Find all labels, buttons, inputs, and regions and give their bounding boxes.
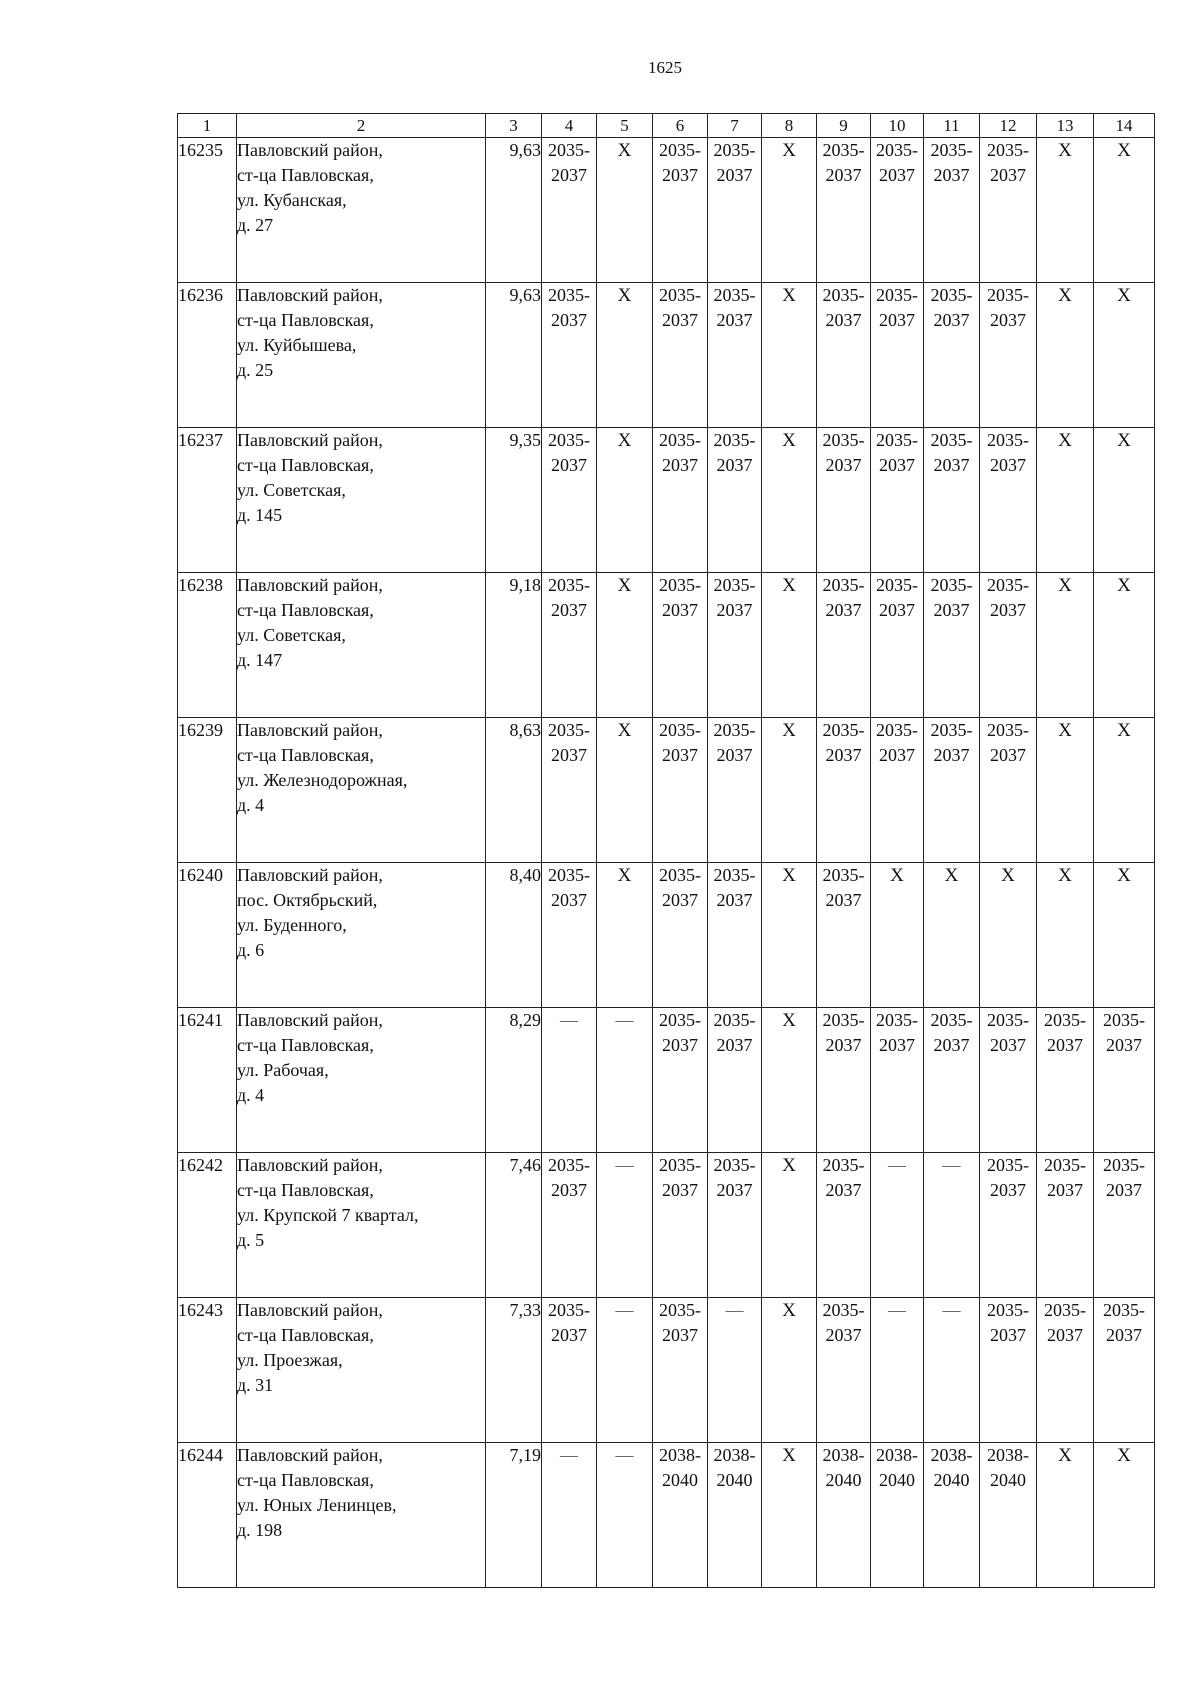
period-cell-col5: — xyxy=(597,1153,653,1298)
column-header-8: 8 xyxy=(762,114,817,138)
period-cell-col5: X xyxy=(597,138,653,283)
address-line: ст-ца Павловская, xyxy=(237,1470,374,1490)
period-cell-col6: 2035- 2037 xyxy=(653,1153,708,1298)
period-cell-col9: 2035- 2037 xyxy=(817,1298,871,1443)
address-line: д. 4 xyxy=(237,1085,265,1105)
period-cell-col9: 2035- 2037 xyxy=(817,1008,871,1153)
period-cell-col13: 2035- 2037 xyxy=(1037,1298,1094,1443)
period-cell-col14: X xyxy=(1094,863,1155,1008)
period-cell-col11: 2035- 2037 xyxy=(924,718,980,863)
period-cell-col10: 2035- 2037 xyxy=(871,138,924,283)
value-cell: 7,46 xyxy=(486,1153,542,1298)
period-cell-col5: X xyxy=(597,428,653,573)
period-cell-col7: 2035- 2037 xyxy=(708,1153,762,1298)
period-cell-col13: 2035- 2037 xyxy=(1037,1008,1094,1153)
column-header-2: 2 xyxy=(237,114,486,138)
period-cell-col10: 2035- 2037 xyxy=(871,573,924,718)
address-line: ул. Крупской 7 квартал, xyxy=(237,1205,419,1225)
table-row xyxy=(178,428,1155,573)
period-cell-col9: 2035- 2037 xyxy=(817,283,871,428)
row-id: 16239 xyxy=(178,718,237,863)
address-cell xyxy=(237,1008,486,1153)
column-header-14: 14 xyxy=(1094,114,1155,138)
column-header-7: 7 xyxy=(708,114,762,138)
period-cell-col10: 2038- 2040 xyxy=(871,1443,924,1588)
period-cell-col7: 2035- 2037 xyxy=(708,573,762,718)
period-cell-col10: 2035- 2037 xyxy=(871,428,924,573)
period-cell-col9: 2035- 2037 xyxy=(817,428,871,573)
period-cell-col11: 2035- 2037 xyxy=(924,283,980,428)
address-cell xyxy=(237,718,486,863)
address-cell xyxy=(237,428,486,573)
column-header-12: 12 xyxy=(980,114,1037,138)
address-line: Павловский район, xyxy=(237,1445,383,1465)
period-cell-col12: 2038- 2040 xyxy=(980,1443,1037,1588)
period-cell-col5: — xyxy=(597,1443,653,1588)
address-line: Павловский район, xyxy=(237,285,383,305)
period-cell-col9: 2035- 2037 xyxy=(817,573,871,718)
period-cell-col5: — xyxy=(597,1298,653,1443)
address-cell xyxy=(237,863,486,1008)
period-cell-col8: X xyxy=(762,1298,817,1443)
period-cell-col8: X xyxy=(762,863,817,1008)
column-header-10: 10 xyxy=(871,114,924,138)
address-cell xyxy=(237,283,486,428)
address-line: ст-ца Павловская, xyxy=(237,1325,374,1345)
address-line: д. 5 xyxy=(237,1230,265,1250)
period-cell-col6: 2035- 2037 xyxy=(653,428,708,573)
period-cell-col6: 2035- 2037 xyxy=(653,138,708,283)
period-cell-col9: 2038- 2040 xyxy=(817,1443,871,1588)
address-line: д. 31 xyxy=(237,1375,274,1395)
period-cell-col13: X xyxy=(1037,428,1094,573)
column-header-5: 5 xyxy=(597,114,653,138)
period-cell-col7: 2035- 2037 xyxy=(708,428,762,573)
table-row xyxy=(178,718,1155,863)
period-cell-col10: 2035- 2037 xyxy=(871,718,924,863)
period-cell-col12: X xyxy=(980,863,1037,1008)
period-cell-col7: 2038- 2040 xyxy=(708,1443,762,1588)
period-cell-col11: 2038- 2040 xyxy=(924,1443,980,1588)
period-cell-col10: — xyxy=(871,1153,924,1298)
period-cell-col4: 2035- 2037 xyxy=(542,573,597,718)
row-id: 16244 xyxy=(178,1443,237,1588)
period-cell-col12: 2035- 2037 xyxy=(980,718,1037,863)
address-line: ст-ца Павловская, xyxy=(237,165,374,185)
address-line: Павловский район, xyxy=(237,865,383,885)
period-cell-col7: 2035- 2037 xyxy=(708,863,762,1008)
column-header-4: 4 xyxy=(542,114,597,138)
address-cell xyxy=(237,1443,486,1588)
period-cell-col14: X xyxy=(1094,573,1155,718)
value-cell: 7,33 xyxy=(486,1298,542,1443)
address-line: ул. Буденного, xyxy=(237,915,347,935)
period-cell-col4: — xyxy=(542,1008,597,1153)
row-id: 16242 xyxy=(178,1153,237,1298)
table-row xyxy=(178,1298,1155,1443)
period-cell-col14: X xyxy=(1094,283,1155,428)
column-header-3: 3 xyxy=(486,114,542,138)
column-header-9: 9 xyxy=(817,114,871,138)
period-cell-col12: 2035- 2037 xyxy=(980,573,1037,718)
period-cell-col9: 2035- 2037 xyxy=(817,863,871,1008)
address-line: ст-ца Павловская, xyxy=(237,1180,374,1200)
period-cell-col8: X xyxy=(762,573,817,718)
period-cell-col4: 2035- 2037 xyxy=(542,138,597,283)
period-cell-col12: 2035- 2037 xyxy=(980,1298,1037,1443)
period-cell-col14: X xyxy=(1094,718,1155,863)
address-line: ст-ца Павловская, xyxy=(237,745,374,765)
period-cell-col14: X xyxy=(1094,1443,1155,1588)
address-line: ст-ца Павловская, xyxy=(237,600,374,620)
period-cell-col12: 2035- 2037 xyxy=(980,1153,1037,1298)
header-row xyxy=(178,114,1155,138)
period-cell-col7: 2035- 2037 xyxy=(708,138,762,283)
address-line: Павловский район, xyxy=(237,140,383,160)
period-cell-col13: X xyxy=(1037,283,1094,428)
column-header-11: 11 xyxy=(924,114,980,138)
period-cell-col13: X xyxy=(1037,863,1094,1008)
address-cell xyxy=(237,573,486,718)
period-cell-col13: X xyxy=(1037,138,1094,283)
address-line: ст-ца Павловская, xyxy=(237,455,374,475)
address-line: Павловский район, xyxy=(237,1300,383,1320)
address-line: ул. Кубанская, xyxy=(237,190,347,210)
period-cell-col4: 2035- 2037 xyxy=(542,863,597,1008)
period-cell-col4: 2035- 2037 xyxy=(542,428,597,573)
period-cell-col8: X xyxy=(762,138,817,283)
period-cell-col11: — xyxy=(924,1153,980,1298)
period-cell-col12: 2035- 2037 xyxy=(980,283,1037,428)
period-cell-col4: 2035- 2037 xyxy=(542,718,597,863)
column-header-1: 1 xyxy=(178,114,237,138)
address-cell xyxy=(237,138,486,283)
address-line: Павловский район, xyxy=(237,720,383,740)
table-row xyxy=(178,1153,1155,1298)
period-cell-col11: 2035- 2037 xyxy=(924,573,980,718)
period-cell-col13: X xyxy=(1037,1443,1094,1588)
column-header-13: 13 xyxy=(1037,114,1094,138)
table-row xyxy=(178,863,1155,1008)
period-cell-col11: 2035- 2037 xyxy=(924,138,980,283)
period-cell-col9: 2035- 2037 xyxy=(817,718,871,863)
row-id: 16241 xyxy=(178,1008,237,1153)
period-cell-col4: 2035- 2037 xyxy=(542,1153,597,1298)
value-cell: 8,40 xyxy=(486,863,542,1008)
row-id: 16240 xyxy=(178,863,237,1008)
period-cell-col7: — xyxy=(708,1298,762,1443)
row-id: 16235 xyxy=(178,138,237,283)
period-cell-col10: 2035- 2037 xyxy=(871,283,924,428)
address-cell xyxy=(237,1153,486,1298)
row-id: 16243 xyxy=(178,1298,237,1443)
address-line: д. 145 xyxy=(237,505,283,525)
table-row xyxy=(178,283,1155,428)
address-line: д. 27 xyxy=(237,215,274,235)
period-cell-col6: 2035- 2037 xyxy=(653,718,708,863)
address-line: д. 147 xyxy=(237,650,283,670)
period-cell-col6: 2035- 2037 xyxy=(653,1298,708,1443)
row-id: 16238 xyxy=(178,573,237,718)
period-cell-col11: 2035- 2037 xyxy=(924,428,980,573)
period-cell-col6: 2035- 2037 xyxy=(653,1008,708,1153)
period-cell-col9: 2035- 2037 xyxy=(817,1153,871,1298)
period-cell-col5: X xyxy=(597,573,653,718)
period-cell-col13: 2035- 2037 xyxy=(1037,1153,1094,1298)
period-cell-col9: 2035- 2037 xyxy=(817,138,871,283)
value-cell: 8,63 xyxy=(486,718,542,863)
address-line: ул. Проезжая, xyxy=(237,1350,343,1370)
period-cell-col12: 2035- 2037 xyxy=(980,138,1037,283)
period-cell-col7: 2035- 2037 xyxy=(708,718,762,863)
address-line: ул. Советская, xyxy=(237,480,346,500)
address-line: Павловский район, xyxy=(237,1155,383,1175)
address-line: ул. Юных Ленинцев, xyxy=(237,1495,397,1515)
address-cell xyxy=(237,1298,486,1443)
period-cell-col4: 2035- 2037 xyxy=(542,1298,597,1443)
period-cell-col5: — xyxy=(597,1008,653,1153)
value-cell: 9,35 xyxy=(486,428,542,573)
address-line: Павловский район, xyxy=(237,430,383,450)
period-cell-col10: 2035- 2037 xyxy=(871,1008,924,1153)
value-cell: 9,63 xyxy=(486,283,542,428)
period-cell-col6: 2035- 2037 xyxy=(653,573,708,718)
address-line: д. 4 xyxy=(237,795,265,815)
address-line: пос. Октябрьский, xyxy=(237,890,378,910)
period-cell-col14: 2035- 2037 xyxy=(1094,1298,1155,1443)
period-cell-col11: — xyxy=(924,1298,980,1443)
address-line: Павловский район, xyxy=(237,1010,383,1030)
address-line: д. 198 xyxy=(237,1520,283,1540)
period-cell-col6: 2038- 2040 xyxy=(653,1443,708,1588)
address-line: ул. Железнодорожная, xyxy=(237,770,408,790)
address-line: ст-ца Павловская, xyxy=(237,310,374,330)
period-cell-col10: — xyxy=(871,1298,924,1443)
period-cell-col4: — xyxy=(542,1443,597,1588)
period-cell-col4: 2035- 2037 xyxy=(542,283,597,428)
address-line: ул. Куйбышева, xyxy=(237,335,357,355)
period-cell-col7: 2035- 2037 xyxy=(708,1008,762,1153)
period-cell-col14: X xyxy=(1094,138,1155,283)
period-cell-col8: X xyxy=(762,283,817,428)
address-line: ул. Рабочая, xyxy=(237,1060,329,1080)
value-cell: 9,63 xyxy=(486,138,542,283)
table-row xyxy=(178,138,1155,283)
table-row xyxy=(178,1008,1155,1153)
address-line: ст-ца Павловская, xyxy=(237,1035,374,1055)
address-line: д. 6 xyxy=(237,940,265,960)
period-cell-col8: X xyxy=(762,718,817,863)
period-cell-col6: 2035- 2037 xyxy=(653,863,708,1008)
period-cell-col11: X xyxy=(924,863,980,1008)
value-cell: 9,18 xyxy=(486,573,542,718)
data-table xyxy=(177,113,1155,1588)
column-header-6: 6 xyxy=(653,114,708,138)
period-cell-col14: 2035- 2037 xyxy=(1094,1008,1155,1153)
period-cell-col8: X xyxy=(762,428,817,573)
page-number: 1625 xyxy=(648,58,682,77)
period-cell-col5: X xyxy=(597,283,653,428)
period-cell-col5: X xyxy=(597,863,653,1008)
address-line: д. 25 xyxy=(237,360,274,380)
table-row xyxy=(178,1443,1155,1588)
period-cell-col8: X xyxy=(762,1008,817,1153)
table-row xyxy=(178,573,1155,718)
period-cell-col10: X xyxy=(871,863,924,1008)
value-cell: 7,19 xyxy=(486,1443,542,1588)
period-cell-col12: 2035- 2037 xyxy=(980,1008,1037,1153)
period-cell-col13: X xyxy=(1037,718,1094,863)
period-cell-col7: 2035- 2037 xyxy=(708,283,762,428)
address-line: ул. Советская, xyxy=(237,625,346,645)
period-cell-col14: 2035- 2037 xyxy=(1094,1153,1155,1298)
address-line: Павловский район, xyxy=(237,575,383,595)
period-cell-col8: X xyxy=(762,1443,817,1588)
period-cell-col13: X xyxy=(1037,573,1094,718)
period-cell-col12: 2035- 2037 xyxy=(980,428,1037,573)
row-id: 16237 xyxy=(178,428,237,573)
period-cell-col8: X xyxy=(762,1153,817,1298)
period-cell-col5: X xyxy=(597,718,653,863)
period-cell-col6: 2035- 2037 xyxy=(653,283,708,428)
period-cell-col14: X xyxy=(1094,428,1155,573)
period-cell-col11: 2035- 2037 xyxy=(924,1008,980,1153)
row-id: 16236 xyxy=(178,283,237,428)
value-cell: 8,29 xyxy=(486,1008,542,1153)
